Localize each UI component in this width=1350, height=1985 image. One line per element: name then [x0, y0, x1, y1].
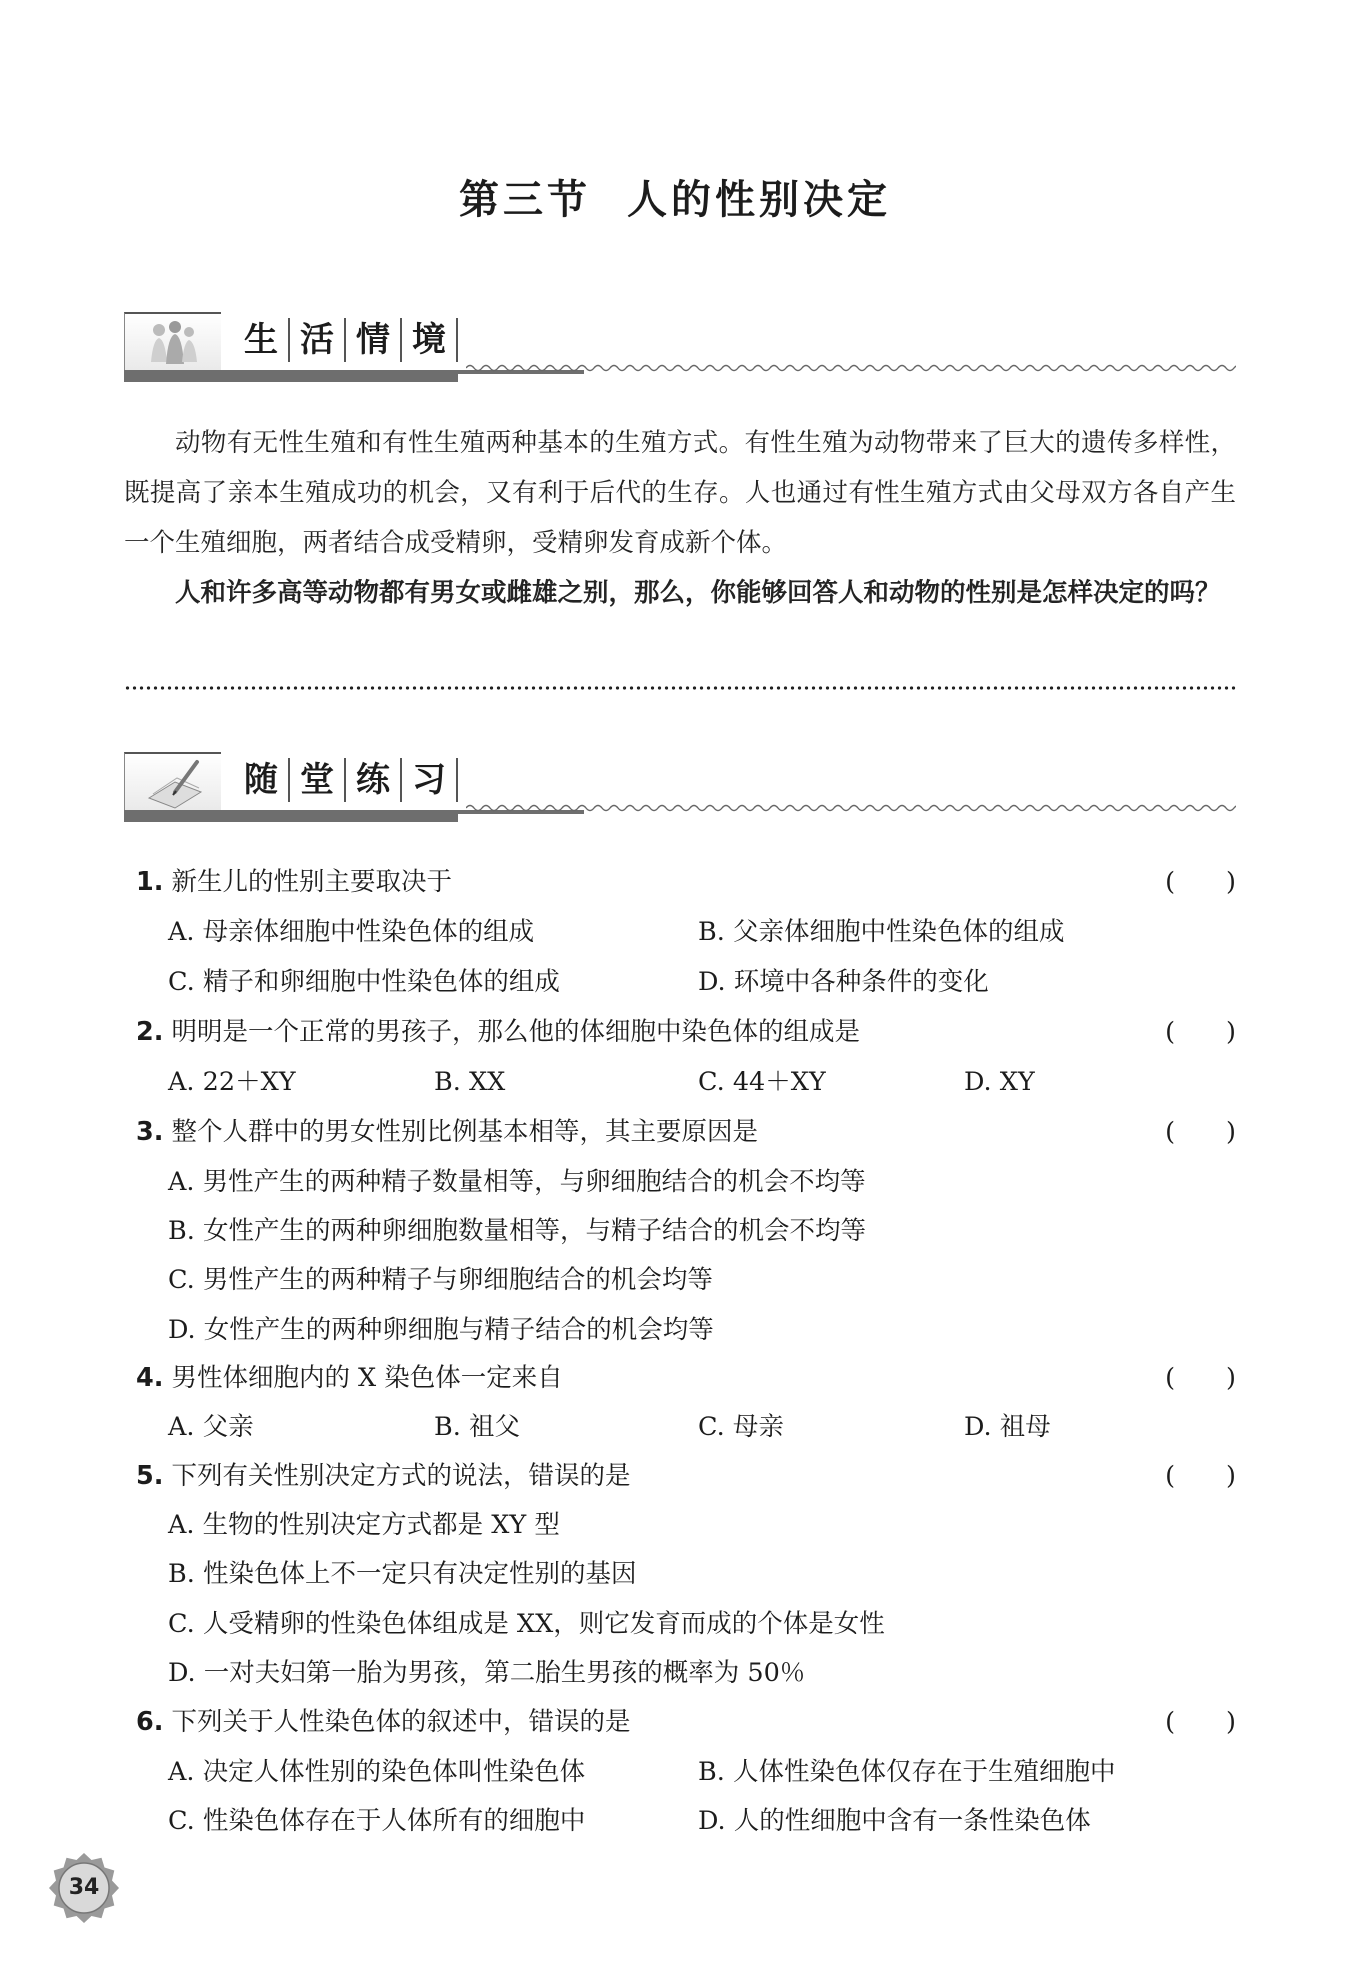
wavy-rule — [466, 802, 1236, 814]
option-c[interactable]: C. 44＋XY — [698, 1067, 826, 1097]
option-c[interactable]: C. 精子和卵细胞中性染色体的组成 — [168, 967, 560, 997]
section-title — [0, 168, 1350, 225]
question-stem: 新生儿的性别主要取决于 — [171, 867, 452, 897]
option-b[interactable]: B. 父亲体细胞中性染色体的组成 — [698, 917, 1065, 947]
option-d[interactable]: D. 祖母 — [964, 1412, 1051, 1442]
section-number: 第三节 — [459, 176, 591, 223]
option-c[interactable]: C. 母亲 — [698, 1412, 784, 1442]
option-a[interactable]: A. 母亲体细胞中性染色体的组成 — [168, 917, 535, 947]
header-band — [124, 370, 458, 382]
life-context-title: 生 活 情 境 — [244, 318, 458, 362]
question-stem: 下列关于人性染色体的叙述中，错误的是 — [171, 1707, 631, 1737]
question-stem: 整个人群中的男女性别比例基本相等，其主要原因是 — [171, 1117, 758, 1147]
option-c[interactable]: C. 人受精卵的性染色体组成是 XX，则它发育而成的个体是女性 — [168, 1609, 885, 1639]
option-d[interactable]: D. 女性产生的两种卵细胞与精子结合的机会均等 — [168, 1315, 714, 1345]
answer-blank[interactable]: ( ) — [1165, 1017, 1236, 1047]
option-c[interactable]: C. 男性产生的两种精子与卵细胞结合的机会均等 — [168, 1265, 713, 1295]
page-number: 34 — [68, 1875, 100, 1900]
life-context-header — [124, 312, 1236, 384]
page-number-badge — [48, 1852, 120, 1924]
option-a[interactable]: A. 22＋XY — [168, 1067, 296, 1097]
option-d[interactable]: D. 环境中各种条件的变化 — [698, 967, 989, 997]
wavy-rule — [466, 362, 1236, 374]
question-3: 3. 整个人群中的男女性别比例基本相等，其主要原因是 ( ) — [136, 1112, 1236, 1152]
context-paragraph-1: 动物有无性生殖和有性生殖两种基本的生殖方式。有性生殖为动物带来了巨大的遗传多样性，既提高了亲本生殖成功的机会，又有利于后代的生存。人也通过有性生殖方式由父母双方各自产生一个生殖细胞，两者结合成受精卵，受精卵发育成新个体。 — [124, 428, 1236, 558]
option-d[interactable]: D. XY — [964, 1067, 1035, 1097]
option-b[interactable]: B. XX — [434, 1067, 506, 1097]
option-b[interactable]: B. 人体性染色体仅存在于生殖细胞中 — [698, 1757, 1116, 1787]
option-c[interactable]: C. 性染色体存在于人体所有的细胞中 — [168, 1806, 586, 1836]
option-a[interactable]: A. 父亲 — [168, 1412, 254, 1442]
people-icon — [124, 312, 221, 372]
option-a[interactable]: A. 生物的性别决定方式都是 XY 型 — [168, 1510, 560, 1540]
practice-header — [124, 752, 1236, 824]
option-b[interactable]: B. 祖父 — [434, 1412, 520, 1442]
question-stem: 明明是一个正常的男孩子，那么他的体细胞中染色体的组成是 — [171, 1017, 860, 1047]
question-stem: 男性体细胞内的 X 染色体一定来自 — [171, 1363, 563, 1393]
answer-blank[interactable]: ( ) — [1165, 1707, 1236, 1737]
answer-blank[interactable]: ( ) — [1165, 867, 1236, 897]
header-band — [124, 810, 458, 822]
question-4: 4. 男性体细胞内的 X 染色体一定来自 ( ) — [136, 1358, 1236, 1398]
question-1: 1. 新生儿的性别主要取决于 ( ) — [136, 862, 1236, 902]
answer-blank[interactable]: ( ) — [1165, 1117, 1236, 1147]
option-b[interactable]: B. 性染色体上不一定只有决定性别的基因 — [168, 1559, 637, 1589]
dotted-divider — [124, 686, 1236, 690]
question-6: 6. 下列关于人性染色体的叙述中，错误的是 ( ) — [136, 1702, 1236, 1742]
option-a[interactable]: A. 决定人体性别的染色体叫性染色体 — [168, 1757, 586, 1787]
question-stem: 下列有关性别决定方式的说法，错误的是 — [171, 1461, 631, 1491]
practice-title: 随 堂 练 习 — [244, 758, 458, 802]
answer-blank[interactable]: ( ) — [1165, 1363, 1236, 1393]
context-question: 人和许多高等动物都有男女或雌雄之别，那么，你能够回答人和动物的性别是怎样决定的吗？ — [175, 578, 1221, 608]
answer-blank[interactable]: ( ) — [1165, 1461, 1236, 1491]
question-5: 5. 下列有关性别决定方式的说法，错误的是 ( ) — [136, 1456, 1236, 1496]
section-name: 人的性别决定 — [627, 176, 891, 223]
notebook-pen-icon — [124, 752, 221, 812]
option-a[interactable]: A. 男性产生的两种精子数量相等，与卵细胞结合的机会不均等 — [168, 1167, 866, 1197]
question-2: 2. 明明是一个正常的男孩子，那么他的体细胞中染色体的组成是 ( ) — [136, 1012, 1236, 1052]
option-d[interactable]: D. 人的性细胞中含有一条性染色体 — [698, 1806, 1091, 1836]
option-d[interactable]: D. 一对夫妇第一胎为男孩，第二胎生男孩的概率为 50％ — [168, 1658, 806, 1688]
option-b[interactable]: B. 女性产生的两种卵细胞数量相等，与精子结合的机会不均等 — [168, 1216, 866, 1246]
